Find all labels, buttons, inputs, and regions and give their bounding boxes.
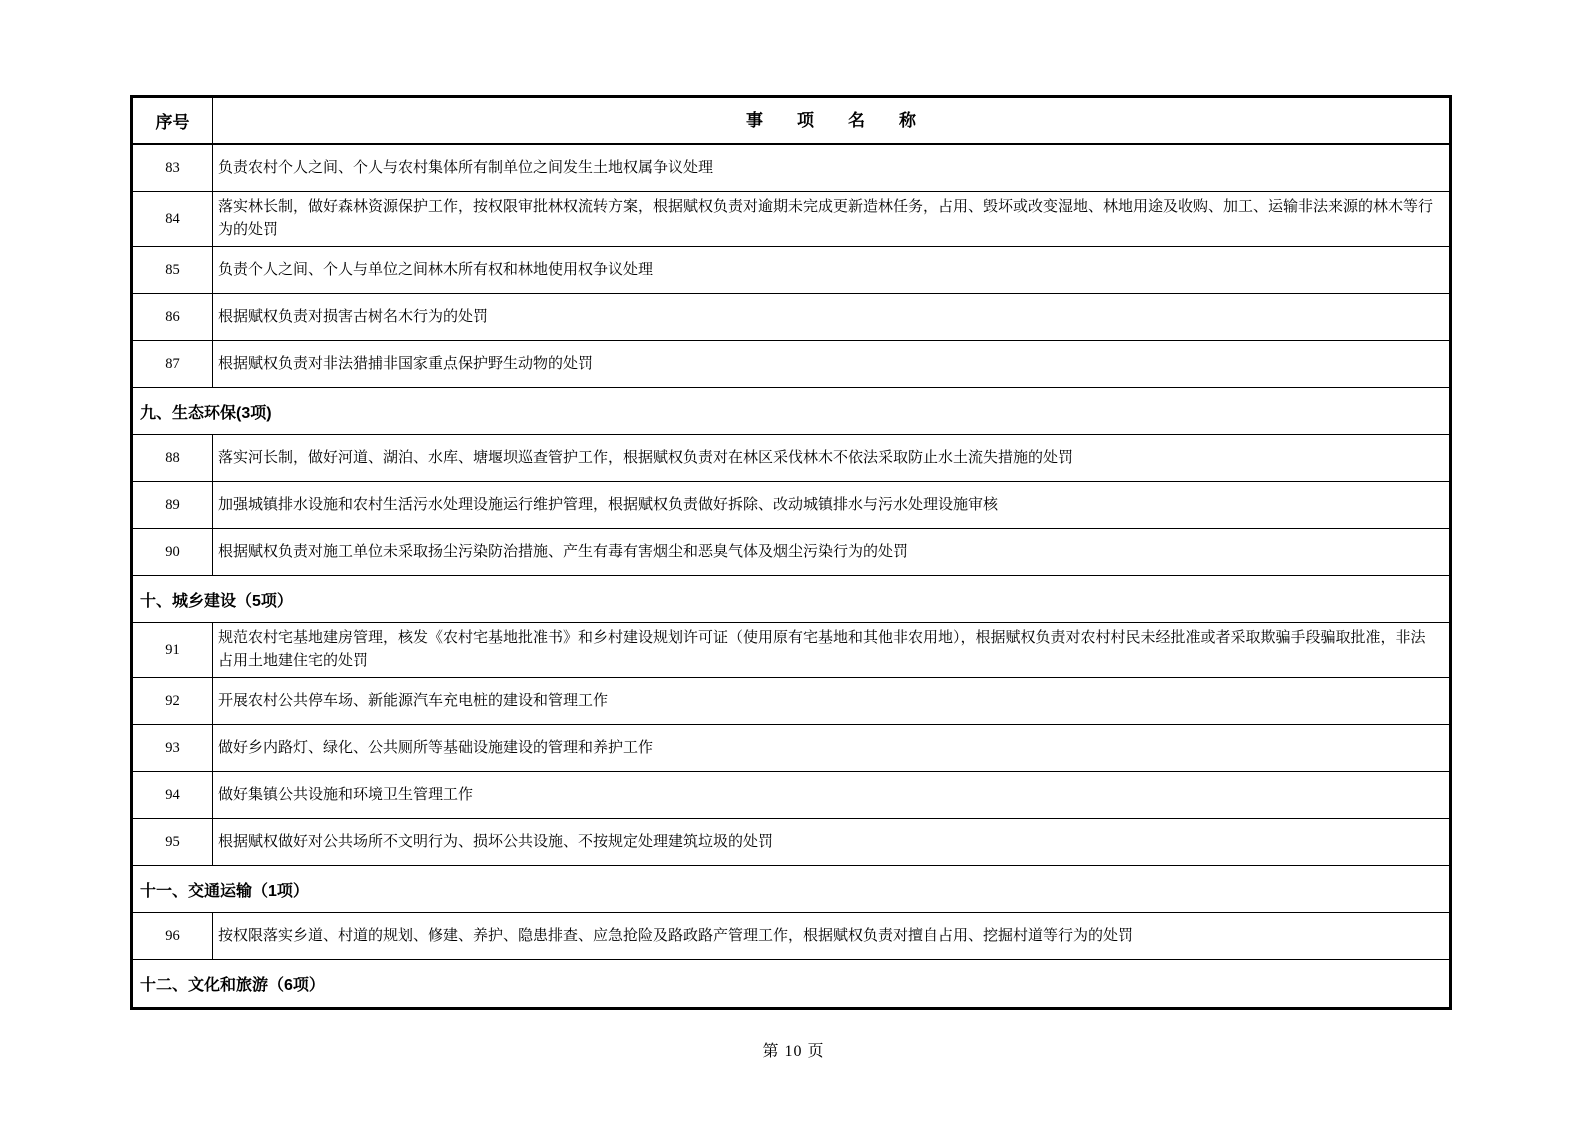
row-number: 94: [133, 772, 213, 818]
table-header-row: [133, 98, 1449, 145]
row-number: 83: [133, 145, 213, 191]
row-item-text: 根据赋权做好对公共场所不文明行为、损坏公共设施、不按规定处理建筑垃圾的处罚: [218, 833, 774, 850]
table-row: [133, 294, 1449, 341]
row-item-text: 加强城镇排水设施和农村生活污水处理设施运行维护管理，根据赋权负责做好拆除、改动城镇排水与污水处理设施审核: [218, 496, 999, 513]
row-number: 92: [133, 678, 213, 724]
row-item-text: 开展农村公共停车场、新能源汽车充电桩的建设和管理工作: [218, 692, 609, 709]
row-item-text: 负责个人之间、个人与单位之间林木所有权和林地使用权争议处理: [218, 261, 654, 278]
row-number: 93: [133, 725, 213, 771]
row-item-text: 做好集镇公共设施和环境卫生管理工作: [218, 786, 474, 803]
table-row: [133, 482, 1449, 529]
table-body: [133, 145, 1449, 1007]
row-item-text: 根据赋权负责对非法猎捕非国家重点保护野生动物的处罚: [218, 355, 594, 372]
row-number: 86: [133, 294, 213, 340]
row-item-text: 落实林长制，做好森林资源保护工作，按权限审批林权流转方案，根据赋权负责对逾期未完成更新造林任务，占用、毁坏或改变湿地、林地用途及收购、加工、运输非法来源的林木等行为的处罚: [218, 199, 1434, 238]
table-row: [133, 913, 1449, 960]
row-number: 90: [133, 529, 213, 575]
table-row: [133, 772, 1449, 819]
row-number: 84: [133, 192, 213, 246]
section-header-row: 十、城乡建设（5项）: [133, 576, 1449, 623]
row-item-text: 根据赋权负责对施工单位未采取扬尘污染防治措施、产生有毒有害烟尘和恶臭气体及烟尘污染行为的处罚: [218, 543, 909, 560]
row-number: 95: [133, 819, 213, 865]
items-table: [130, 95, 1452, 1010]
section-header-row: 九、生态环保(3项): [133, 388, 1449, 435]
section-header-row: 十一、交通运输（1项）: [133, 866, 1449, 913]
row-item-text: 做好乡内路灯、绿化、公共厕所等基础设施建设的管理和养护工作: [218, 739, 654, 756]
column-header-number: 序号: [133, 98, 213, 143]
table-row: [133, 725, 1449, 772]
row-number: 87: [133, 341, 213, 387]
table-row: [133, 247, 1449, 294]
table-row: [133, 623, 1449, 678]
table-row: [133, 529, 1449, 576]
column-header-item-name: 事 项 名 称: [746, 111, 916, 130]
row-item-text: 负责农村个人之间、个人与农村集体所有制单位之间发生土地权属争议处理: [218, 159, 714, 176]
page-number: 第 10 页: [762, 1043, 825, 1060]
table-row: [133, 192, 1449, 247]
row-number: 96: [133, 913, 213, 959]
page-footer: [0, 1038, 1587, 1061]
row-item-text: 按权限落实乡道、村道的规划、修建、养护、隐患排查、应急抢险及路政路产管理工作，根据赋权负责对擅自占用、挖掘村道等行为的处罚: [218, 927, 1134, 944]
table-row: [133, 341, 1449, 388]
row-number: 85: [133, 247, 213, 293]
table-row: [133, 435, 1449, 482]
section-header-row: 十二、文化和旅游（6项）: [140, 977, 325, 994]
table-row: [133, 678, 1449, 725]
row-item-text: 规范农村宅基地建房管理，核发《农村宅基地批准书》和乡村建设规划许可证（使用原有宅基地和其他非农用地），根据赋权负责对农村村民未经批准或者采取欺骗手段骗取批准，非法占用土地建住宅的处罚: [218, 630, 1426, 669]
table-row: [133, 145, 1449, 192]
row-item-text: 根据赋权负责对损害古树名木行为的处罚: [218, 308, 489, 325]
row-item-text: 落实河长制，做好河道、湖泊、水库、塘堰坝巡查管护工作，根据赋权负责对在林区采伐林木不依法采取防止水土流失措施的处罚: [218, 449, 1074, 466]
row-number: 91: [133, 623, 213, 677]
row-number: 89: [133, 482, 213, 528]
row-number: 88: [133, 435, 213, 481]
table-row: [133, 819, 1449, 866]
